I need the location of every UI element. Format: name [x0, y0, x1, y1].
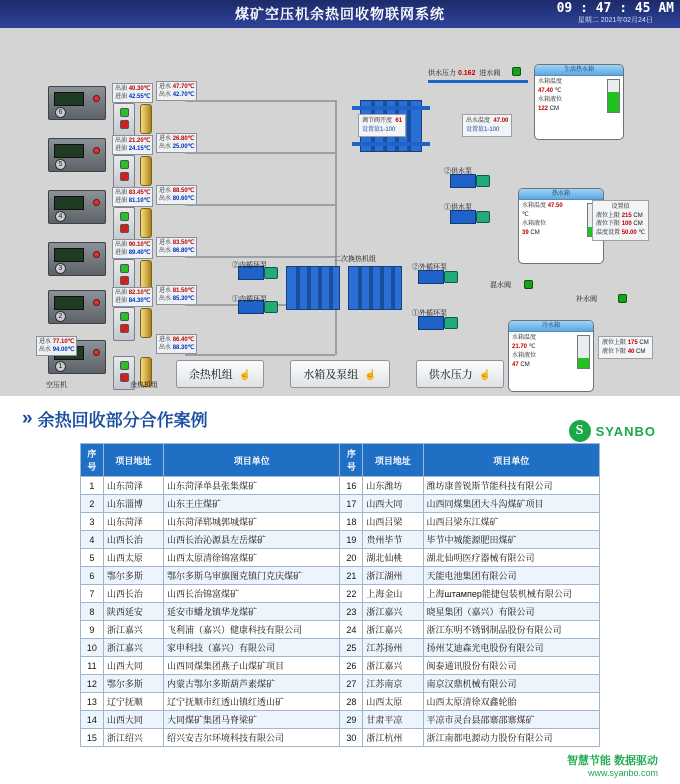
compressor-unit-4[interactable] [48, 190, 106, 224]
pipe [185, 152, 335, 154]
table-cell: 晓星集团（嘉兴）有限公司 [423, 603, 599, 621]
table-cell: 山西大同 [103, 711, 163, 729]
footer-slogan: 智慧节能 数据驱动 [566, 755, 658, 767]
outer-circulation-pump-2[interactable] [418, 270, 444, 284]
table-cell: 闽泰通讯股份有限公司 [423, 657, 599, 675]
cold-water-settings[interactable]: 液位上限 175 CM 液位下限 40 CM [598, 336, 653, 359]
secondary-heat-exchanger-b[interactable] [348, 266, 402, 310]
hand-cursor-icon: ☝ [238, 370, 252, 381]
unit-screen [54, 196, 84, 210]
table-cell: 浙江嘉兴 [363, 657, 423, 675]
supply-pump-1[interactable] [450, 210, 476, 224]
table-cell: 2 [81, 495, 104, 513]
brand-mark-icon: S [569, 420, 591, 442]
double-chevron-icon: » [22, 407, 31, 429]
label-outer-pump-1: ①外循环泵 [412, 310, 447, 317]
mix-valve-icon[interactable] [524, 280, 533, 289]
table-cell: 3 [81, 513, 104, 531]
table-cell: 辽宁抚顺 [103, 693, 163, 711]
clock [557, 2, 674, 25]
table-cell: 浙江南都电源动力股份有限公司 [423, 729, 599, 747]
label-supply-pressure: 供水压力 0.162 进水阀 [428, 70, 501, 77]
table-cell: 26 [340, 657, 363, 675]
pipe [335, 100, 337, 355]
table-row [81, 531, 600, 549]
table-cell: 山西长治锦富煤矿 [164, 585, 340, 603]
table-cell: 上海金山 [363, 585, 423, 603]
table-cell: 16 [340, 477, 363, 495]
pipe [185, 204, 335, 206]
table-cell: 山东王庄煤矿 [164, 495, 340, 513]
table-cell: 飞利浦（嘉兴）健康科技有限公司 [164, 621, 340, 639]
table-row [81, 675, 600, 693]
unit-2-cylinder [140, 308, 152, 338]
pipe [185, 256, 335, 258]
table-cell: 28 [340, 693, 363, 711]
table-cell: 9 [81, 621, 104, 639]
unit-3-oil-tags: 出油 90.10℃ 进油 89.40℃ [112, 239, 153, 259]
table-cell: 18 [340, 513, 363, 531]
th-index-left: 序号 [81, 444, 104, 477]
table-cell: 8 [81, 603, 104, 621]
unit-5-cylinder [140, 156, 152, 186]
brand-logo [569, 420, 656, 442]
table-cell: 浙江东明不锈钢制品股份有限公司 [423, 621, 599, 639]
table-cell: 浙江湖州 [363, 567, 423, 585]
table-cell: 山东菏泽 [103, 513, 163, 531]
table-row [81, 693, 600, 711]
table-cell: 山西同煤集团大斗沟煤矿项目 [423, 495, 599, 513]
table-cell: 14 [81, 711, 104, 729]
status-led [93, 251, 100, 258]
unit-screen [54, 92, 84, 106]
section-title [22, 406, 658, 431]
table-cell: 4 [81, 531, 104, 549]
table-cell: 南京汉鼎机械有限公司 [423, 675, 599, 693]
compressor-unit-5[interactable] [48, 138, 106, 172]
label-inner-pump-1: ①内循环泵 [232, 296, 267, 303]
label-supply-pump-2: ②供水泵 [444, 168, 472, 175]
unit-screen [54, 144, 84, 158]
table-cell: 27 [340, 675, 363, 693]
table-cell: 5 [81, 549, 104, 567]
label-air-compressor: 空压机 [46, 382, 67, 389]
table-cell: 1 [81, 477, 104, 495]
hot-water-settings[interactable]: 设置值 液位上限 215 CM 液位下限 100 CM 温度设置 50.00 ℃ [592, 200, 649, 241]
table-cell: 绍兴安吉尔环境科技有限公司 [164, 729, 340, 747]
table-cell: 20 [340, 549, 363, 567]
tank-title: 热水箱 [519, 189, 603, 200]
unit-number: 5 [55, 159, 66, 170]
table-cell: 21 [340, 567, 363, 585]
table-cell: 鄂尔多斯 [103, 675, 163, 693]
table-cell: 山西大同 [363, 495, 423, 513]
supply-pump-2[interactable] [450, 174, 476, 188]
footer [567, 752, 658, 778]
table-cell: 19 [340, 531, 363, 549]
label-waste-heat-group: 余热机组 [130, 382, 158, 389]
table-cell: 湖北仙明医疗器械有限公司 [423, 549, 599, 567]
unit-5-water-tags: 进水 26.80℃ 出水 25.00℃ [156, 133, 197, 153]
hand-cursor-icon: ☝ [478, 370, 492, 381]
table-header-row [81, 444, 600, 477]
table-cell: 毕节中城能源肥田煤矿 [423, 531, 599, 549]
table-cell: 浙江嘉兴 [363, 621, 423, 639]
table-cell: 江苏南京 [363, 675, 423, 693]
unit-2-oil-tags: 出油 82.10℃ 进油 84.30℃ [112, 287, 153, 307]
scada-header [0, 0, 680, 28]
table-cell: 浙江嘉兴 [363, 603, 423, 621]
unit-number: 2 [55, 311, 66, 322]
unit-6-oil-tags: 出油 40.30℃ 进油 42.55℃ [112, 83, 153, 103]
table-cell: 上海штампер能捷包装机械有限公司 [423, 585, 599, 603]
valve-opening-box[interactable]: 调节阀开度 61 设置值1-100 [358, 114, 406, 137]
tank-domestic-hot-water[interactable]: 生活热水箱 水箱温度 47.40 ℃ 水箱液位 122 CM [534, 64, 624, 140]
table-cell: 12 [81, 675, 104, 693]
table-cell: 辽宁抚顺市红透山镇红透山矿 [164, 693, 340, 711]
table-row [81, 567, 600, 585]
tank-title: 生活热水箱 [535, 65, 623, 76]
table-cell: 山西吕梁东江煤矿 [423, 513, 599, 531]
table-cell: 浙江嘉兴 [103, 639, 163, 657]
table-cell: 23 [340, 603, 363, 621]
table-cell: 山东淄博 [103, 495, 163, 513]
label-mix-valve: 混水阀 [490, 282, 511, 289]
table-cell: 潍坊康普锐斯节能科技有限公司 [423, 477, 599, 495]
unit-number: 1 [55, 361, 66, 372]
table-cell: 天能电池集团有限公司 [423, 567, 599, 585]
status-led [93, 147, 100, 154]
table-cell: 17 [340, 495, 363, 513]
table-cell: 13 [81, 693, 104, 711]
unit-6-water-tags: 进水 47.70℃ 出水 42.70℃ [156, 81, 197, 101]
table-cell: 29 [340, 711, 363, 729]
table-cell: 山西大同 [103, 657, 163, 675]
tank-level-gauge [607, 79, 620, 113]
table-cell: 山西长治 [103, 531, 163, 549]
table-cell: 浙江杭州 [363, 729, 423, 747]
section-title-text: 余热回收部分合作案例 [37, 411, 208, 430]
th-address-right: 项目地址 [363, 444, 423, 477]
status-led [93, 349, 100, 356]
table-cell: 30 [340, 729, 363, 747]
table-cell: 平凉市灵台县邵寨邵寨煤矿 [423, 711, 599, 729]
table-row [81, 513, 600, 531]
table-cell: 家申科技（嘉兴）有限公司 [164, 639, 340, 657]
status-led [93, 95, 100, 102]
table-cell: 扬州艾迪森光电股份有限公司 [423, 639, 599, 657]
tank-title: 冷水箱 [509, 321, 593, 332]
table-cell: 延安市蟠龙镇华龙煤矿 [164, 603, 340, 621]
table-cell: 鄂尔多斯乌审旗图克镇门克庆煤矿 [164, 567, 340, 585]
inlet-valve-icon[interactable] [512, 67, 521, 76]
pipe [352, 142, 430, 146]
table-row [81, 495, 600, 513]
pipe [185, 100, 335, 102]
pipe [185, 354, 335, 356]
table-cell: 山东菏泽郓城郭城煤矿 [164, 513, 340, 531]
clock-time: 09 : 47 : 45 AM [556, 1, 674, 16]
unit-6-cylinder [140, 104, 152, 134]
unit-4-cylinder [140, 208, 152, 238]
table-cell: 内蒙古鄂尔多斯葫芦素煤矿 [164, 675, 340, 693]
th-address-left: 项目地址 [103, 444, 163, 477]
table-row [81, 477, 600, 495]
outlet-temp-box[interactable]: 出水温度 47.00 设置值1-100 [462, 114, 512, 137]
table-row [81, 585, 600, 603]
unit-5-control[interactable] [113, 155, 135, 189]
label-makeup-valve: 补水阀 [576, 296, 597, 303]
button-waste-heat-group[interactable]: 余热机组 ☝ [176, 360, 264, 388]
table-cell: 山西太原清徐锦富煤矿 [164, 549, 340, 567]
table-cell: 浙江嘉兴 [103, 621, 163, 639]
table-cell: 陕西延安 [103, 603, 163, 621]
label-secondary-hx: 二次换热机组 [334, 256, 376, 263]
case-table [80, 443, 600, 747]
pipe [352, 106, 430, 110]
unit-screen [54, 296, 84, 310]
table-cell: 山西长治 [103, 585, 163, 603]
table-cell: 湖北仙桃 [363, 549, 423, 567]
table-row [81, 621, 600, 639]
tank-cold-water[interactable]: 冷水箱 水箱温度 21.70 ℃ 水箱液位 47 CM [508, 320, 594, 392]
table-cell: 24 [340, 621, 363, 639]
table-cell: 山西吕梁 [363, 513, 423, 531]
outer-circulation-pump-1[interactable] [418, 316, 444, 330]
secondary-heat-exchanger-a[interactable] [286, 266, 340, 310]
status-led [93, 199, 100, 206]
pipe [428, 80, 528, 83]
table-row [81, 603, 600, 621]
brand-name: SYANBO [595, 423, 656, 439]
table-cell: 10 [81, 639, 104, 657]
table-cell: 山东菏泽 [103, 477, 163, 495]
table-cell: 山西太原 [363, 693, 423, 711]
unit-4-control[interactable] [113, 207, 135, 241]
unit-number: 6 [55, 107, 66, 118]
button-tank-and-pumps[interactable]: 水箱及泵组 ☝ [290, 360, 389, 388]
table-row [81, 729, 600, 747]
label-supply-pump-1: ①供水泵 [444, 204, 472, 211]
label-inner-pump-2: ②内循环泵 [232, 262, 267, 269]
unit-4-oil-tags: 出油 83.45℃ 进油 81.10℃ [112, 187, 153, 207]
th-index-right: 序号 [340, 444, 363, 477]
table-cell: 15 [81, 729, 104, 747]
table-cell: 6 [81, 567, 104, 585]
footer-site[interactable]: www.syanbo.com [587, 768, 658, 778]
clock-date: 星期二 2021年02月24日 [577, 16, 653, 24]
table-row [81, 639, 600, 657]
unit-6-control[interactable] [113, 103, 135, 137]
th-unit-right: 项目单位 [423, 444, 599, 477]
scada-diagram [0, 28, 680, 396]
table-cell: 山西同煤集团燕子山煤矿项目 [164, 657, 340, 675]
table-cell: 江苏扬州 [363, 639, 423, 657]
compressor-unit-6[interactable] [48, 86, 106, 120]
unit-number: 3 [55, 263, 66, 274]
hand-cursor-icon: ☝ [364, 370, 377, 381]
case-section [0, 396, 680, 747]
status-led [93, 299, 100, 306]
table-row [81, 549, 600, 567]
table-cell: 贵州毕节 [363, 531, 423, 549]
table-cell: 鄂尔多斯 [103, 567, 163, 585]
tank-hot-water[interactable]: 热水箱 水箱温度 47.50 ℃ 水箱液位 39 CM [518, 188, 604, 264]
unit-number: 4 [55, 211, 66, 222]
table-row [81, 711, 600, 729]
table-cell: 大同煤矿集团马脊梁矿 [164, 711, 340, 729]
unit-3-water-tags: 进水 83.50℃ 出水 86.80℃ [156, 237, 197, 257]
table-cell: 山东菏泽单县张集煤矿 [164, 477, 340, 495]
th-unit-left: 项目单位 [164, 444, 340, 477]
table-cell: 甘肃平凉 [363, 711, 423, 729]
unit-5-oil-tags: 出油 21.20℃ 进油 24.15℃ [112, 135, 153, 155]
compressor-unit-3[interactable] [48, 242, 106, 276]
unit-2-control[interactable] [113, 307, 135, 341]
makeup-valve-icon[interactable] [618, 294, 627, 303]
unit-3-cylinder [140, 260, 152, 290]
table-cell: 25 [340, 639, 363, 657]
table-cell: 22 [340, 585, 363, 603]
table-row [81, 657, 600, 675]
unit-1-water-tags: 进水 86.40℃ 出水 88.30℃ [156, 334, 197, 354]
table-cell: 山西太原 [103, 549, 163, 567]
page-title: 煤矿空压机余热回收物联网系统 [235, 6, 445, 22]
compressor-unit-2[interactable] [48, 290, 106, 324]
button-supply-pressure[interactable]: 供水压力 ☝ [416, 360, 504, 388]
table-cell: 山西长治沁源县左岳煤矿 [164, 531, 340, 549]
table-cell: 山西太原清徐双鑫轮胎 [423, 693, 599, 711]
unit-2-water-tags: 进水 81.50℃ 出水 85.30℃ [156, 285, 197, 305]
table-cell: 11 [81, 657, 104, 675]
scada-button-bar [0, 360, 680, 388]
unit-4-water-tags: 进水 88.50℃ 出水 80.60℃ [156, 185, 197, 205]
table-cell: 浙江绍兴 [103, 729, 163, 747]
table-cell: 山东潍坊 [363, 477, 423, 495]
unit-1-oil-tags: 进水 77.10℃ 出水 94.00℃ [36, 336, 77, 356]
label-outer-pump-2: ②外循环泵 [412, 264, 447, 271]
unit-screen [54, 248, 84, 262]
table-cell: 7 [81, 585, 104, 603]
